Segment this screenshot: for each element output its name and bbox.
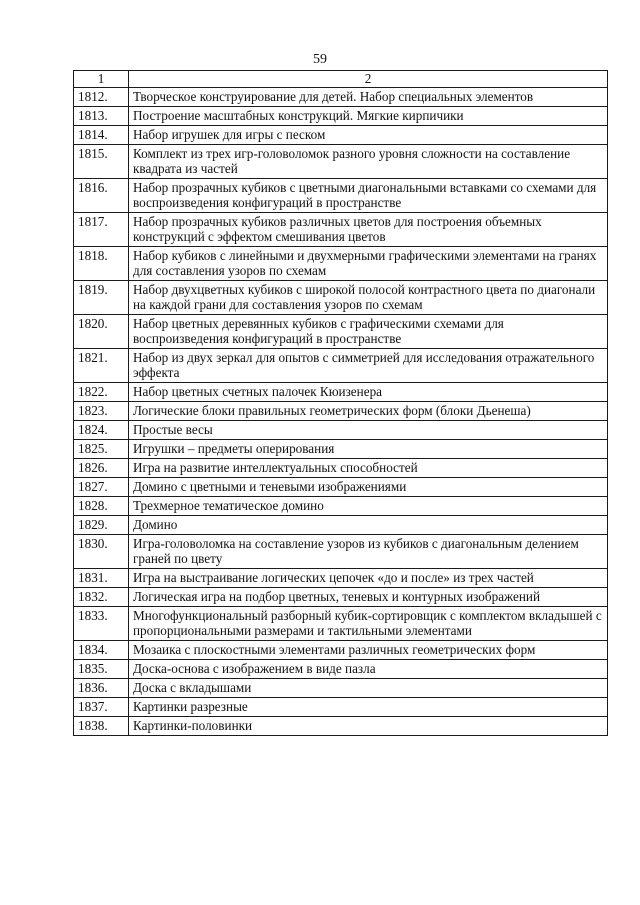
row-number: 1814.	[74, 126, 129, 145]
table-row	[74, 383, 608, 402]
row-description: Набор двухцветных кубиков с широкой полосой контрастного цвета по диагонали на каждой грани для составления узоров по схемам	[129, 281, 608, 315]
table-row	[74, 440, 608, 459]
row-description: Набор цветных счетных палочек Кюизенера	[129, 383, 608, 402]
row-description: Творческое конструирование для детей. Набор специальных элементов	[129, 88, 608, 107]
row-description: Игра-головоломка на составление узоров из кубиков с диагональным делением граней по цвету	[129, 535, 608, 569]
row-number: 1831.	[74, 569, 129, 588]
row-description: Логические блоки правильных геометрических форм (блоки Дьенеша)	[129, 402, 608, 421]
table-row	[74, 402, 608, 421]
row-number: 1832.	[74, 588, 129, 607]
row-number: 1838.	[74, 717, 129, 736]
table-row	[74, 641, 608, 660]
row-description: Построение масштабных конструкций. Мягкие кирпичики	[129, 107, 608, 126]
table-row	[74, 698, 608, 717]
row-number: 1822.	[74, 383, 129, 402]
table-row	[74, 88, 608, 107]
table-row	[74, 247, 608, 281]
row-description: Игра на выстраивание логических цепочек «до и после» из трех частей	[129, 569, 608, 588]
row-number: 1813.	[74, 107, 129, 126]
table-row	[74, 497, 608, 516]
row-number: 1833.	[74, 607, 129, 641]
row-description: Набор игрушек для игры с песком	[129, 126, 608, 145]
row-description: Набор цветных деревянных кубиков с графическими схемами для воспроизведения конфигураций в пространстве	[129, 315, 608, 349]
table-row	[74, 607, 608, 641]
row-number: 1820.	[74, 315, 129, 349]
row-description: Набор из двух зеркал для опытов с симметрией для исследования отражательного эффекта	[129, 349, 608, 383]
row-description: Домино с цветными и теневыми изображениями	[129, 478, 608, 497]
row-description: Набор прозрачных кубиков с цветными диагональными вставками со схемами для воспроизведения конфигураций в пространстве	[129, 179, 608, 213]
row-description: Логическая игра на подбор цветных, теневых и контурных изображений	[129, 588, 608, 607]
table-row	[74, 569, 608, 588]
row-number: 1835.	[74, 660, 129, 679]
row-description: Домино	[129, 516, 608, 535]
row-description: Игрушки – предметы оперирования	[129, 440, 608, 459]
row-number: 1834.	[74, 641, 129, 660]
row-number: 1829.	[74, 516, 129, 535]
table-row	[74, 281, 608, 315]
table-row	[74, 535, 608, 569]
row-description: Простые весы	[129, 421, 608, 440]
row-number: 1825.	[74, 440, 129, 459]
row-number: 1830.	[74, 535, 129, 569]
column-header-number: 1	[74, 71, 129, 88]
row-number: 1824.	[74, 421, 129, 440]
row-number: 1819.	[74, 281, 129, 315]
table-row	[74, 660, 608, 679]
row-number: 1817.	[74, 213, 129, 247]
table-row	[74, 213, 608, 247]
row-number: 1812.	[74, 88, 129, 107]
table-row	[74, 717, 608, 736]
table-row	[74, 349, 608, 383]
column-header-description: 2	[129, 71, 608, 88]
row-number: 1828.	[74, 497, 129, 516]
equipment-table	[73, 70, 608, 736]
row-description: Картинки-половинки	[129, 717, 608, 736]
table-row	[74, 315, 608, 349]
row-number: 1821.	[74, 349, 129, 383]
table-row	[74, 107, 608, 126]
row-number: 1815.	[74, 145, 129, 179]
table-row	[74, 145, 608, 179]
row-description: Трехмерное тематическое домино	[129, 497, 608, 516]
row-number: 1836.	[74, 679, 129, 698]
row-description: Картинки разрезные	[129, 698, 608, 717]
table-header-row	[74, 71, 608, 88]
row-description: Доска-основа с изображением в виде пазла	[129, 660, 608, 679]
row-description: Комплект из трех игр-головоломок разного уровня сложности на составление квадрата из частей	[129, 145, 608, 179]
table-row	[74, 126, 608, 145]
row-description: Набор прозрачных кубиков различных цветов для построения объемных конструкций с эффектом смешивания цветов	[129, 213, 608, 247]
table-row	[74, 478, 608, 497]
row-number: 1823.	[74, 402, 129, 421]
row-description: Мозаика с плоскостными элементами различных геометрических форм	[129, 641, 608, 660]
row-number: 1818.	[74, 247, 129, 281]
table-row	[74, 179, 608, 213]
row-description: Набор кубиков с линейными и двухмерными графическими элементами на гранях для составления узоров по схемам	[129, 247, 608, 281]
table-row	[74, 459, 608, 478]
table-row	[74, 421, 608, 440]
table-row	[74, 679, 608, 698]
row-description: Доска с вкладышами	[129, 679, 608, 698]
row-number: 1837.	[74, 698, 129, 717]
table-row	[74, 588, 608, 607]
row-description: Многофункциональный разборный кубик-сортировщик с комплектом вкладышей с пропорциональными размерами и тактильными элементами	[129, 607, 608, 641]
row-description: Игра на развитие интеллектуальных способностей	[129, 459, 608, 478]
table-row	[74, 516, 608, 535]
row-number: 1826.	[74, 459, 129, 478]
page-number: 59	[313, 52, 327, 67]
row-number: 1827.	[74, 478, 129, 497]
row-number: 1816.	[74, 179, 129, 213]
